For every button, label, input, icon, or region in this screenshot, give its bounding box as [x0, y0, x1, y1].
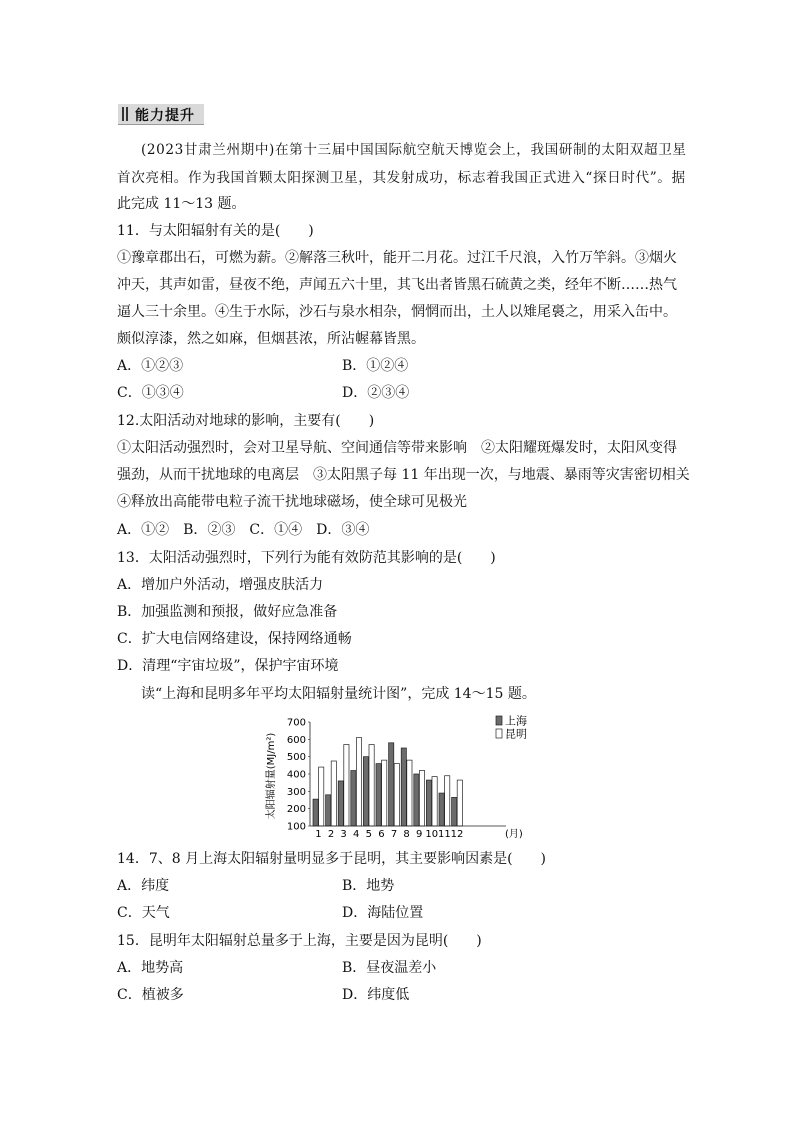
q14-option-b: B．地势: [342, 878, 395, 894]
q12-text-1: ①太阳活动强烈时，会对卫星导航、空间通信等带来影响 ②太阳耀斑爆发时，太阳风变得: [117, 440, 677, 456]
q14-option-a: A．纬度: [117, 878, 170, 894]
legend-swatch: [496, 729, 502, 738]
q15-option-a: A．地势高: [117, 960, 184, 976]
radiation-bar-chart: [262, 712, 542, 842]
bar-kunming-1: [319, 767, 324, 826]
x-tick-label: 10: [425, 829, 439, 840]
bar-kunming-4: [356, 738, 361, 826]
bar-kunming-7: [394, 764, 399, 826]
legend-label: 上海: [505, 714, 527, 728]
bar-shanghai-5: [363, 757, 368, 826]
bar-shanghai-2: [326, 795, 331, 826]
q15-option-b: B．昼夜温差小: [342, 960, 437, 976]
bar-shanghai-7: [389, 743, 394, 826]
q11-option-d: D．②③④: [342, 385, 410, 401]
bar-shanghai-11: [439, 793, 444, 826]
q12-options: A．①② B．②③ C．①④ D．③④: [117, 522, 370, 538]
x-tick-label: 2: [327, 829, 335, 840]
y-axis-label: 太阳辐射量(MJ/m²): [266, 732, 277, 820]
y-tick-label: 200: [286, 804, 306, 816]
bar-kunming-3: [344, 745, 349, 826]
q15-option-c: C．植被多: [117, 987, 184, 1003]
x-tick-label: 3: [340, 829, 347, 840]
section-title: 能力提升: [135, 108, 195, 124]
q11-option-b: B．①②④: [342, 358, 409, 374]
x-axis-unit: (月): [505, 829, 523, 840]
q11-text-2: 冲天，其声如雷，昼夜不绝，声闻五六十里，其飞出者皆黑石硫黄之类，经年不断……热气: [117, 277, 677, 293]
bar-kunming-10: [432, 777, 437, 826]
q11-text-1: ①豫章郡出石，可燃为薪。②解落三秋叶，能开二月花。过江千尺浪，入竹万竿斜。③烟火: [117, 250, 677, 266]
bar-kunming-8: [407, 760, 412, 826]
y-tick-label: 500: [286, 752, 306, 764]
bar-shanghai-3: [338, 781, 343, 826]
bar-kunming-5: [369, 745, 374, 826]
legend-label: 昆明: [505, 727, 527, 741]
q12-text-3: ④释放出高能带电粒子流干扰地球磁场，使全球可见极光: [117, 494, 467, 510]
bar-kunming-6: [382, 760, 387, 826]
q13-option-d: D．清理“宇宙垃圾”，保护宇宙环境: [117, 658, 339, 674]
x-tick-label: 5: [365, 829, 372, 840]
y-tick-label: 600: [286, 734, 306, 746]
x-tick-label: 11: [438, 829, 451, 840]
q13-stem: 13．太阳活动强烈时，下列行为能有效防范其影响的是( ): [117, 550, 496, 566]
bar-kunming-2: [331, 761, 336, 826]
bar-shanghai-12: [452, 797, 457, 826]
legend-swatch: [496, 716, 502, 725]
bar-kunming-11: [445, 776, 450, 826]
y-tick-label: 100: [286, 821, 306, 833]
q11-text-3: 逼人三十余里。④生于水际，沙石与泉水相杂，惘惘而出，土人以雉尾裛之，用采入缶中。: [117, 304, 677, 320]
bar-shanghai-4: [351, 771, 356, 826]
bar-kunming-9: [419, 771, 424, 826]
q15-stem: 15．昆明年太阳辐射总量多于上海，主要是因为昆明( ): [117, 933, 482, 949]
y-tick-label: 400: [286, 769, 306, 781]
q11-option-c: C．①③④: [117, 385, 184, 401]
bar-kunming-12: [457, 780, 462, 826]
section-header: [118, 104, 204, 125]
bar-shanghai-1: [313, 799, 318, 826]
x-tick-label: 1: [315, 829, 322, 840]
q14-option-c: C．天气: [117, 905, 170, 921]
y-tick-label: 300: [286, 786, 306, 798]
q11-stem: 11．与太阳辐射有关的是( ): [117, 223, 314, 239]
intro-line-1: (2023甘肃兰州期中)在第十三届中国国际航空航天博览会上，我国研制的太阳双超卫星: [141, 142, 687, 158]
x-tick-label: 12: [450, 829, 464, 840]
x-tick-label: 4: [353, 829, 360, 840]
x-tick-label: 6: [378, 829, 385, 840]
bar-shanghai-8: [401, 748, 406, 826]
q14-option-d: D．海陆位置: [342, 905, 424, 921]
bar-shanghai-9: [414, 774, 419, 826]
q13-option-c: C．扩大电信网络建设，保持网络通畅: [117, 631, 352, 647]
reading-prompt: 读“上海和昆明多年平均太阳辐射量统计图”，完成 14～15 题。: [141, 686, 536, 702]
q13-option-a: A．增加户外活动，增强皮肤活力: [117, 577, 324, 593]
x-tick-label: 9: [416, 829, 423, 840]
x-tick-label: 8: [403, 829, 410, 840]
y-tick-label: 700: [286, 717, 306, 729]
q12-stem: 12.太阳活动对地球的影响，主要有( ): [117, 413, 375, 429]
q11-text-4: 颇似淳漆，然之如麻，但烟甚浓，所沾幄幕皆黑。: [117, 331, 425, 347]
chart-legend: [496, 714, 527, 741]
q15-option-d: D．纬度低: [342, 987, 410, 1003]
section-marker-icon: [122, 107, 128, 121]
intro-line-3: 此完成 11～13 题。: [117, 196, 246, 212]
x-tick-label: 7: [390, 829, 398, 840]
q11-option-a: A．①②③: [117, 358, 184, 374]
q14-stem: 14．7、8 月上海太阳辐射量明显多于昆明，其主要影响因素是( ): [117, 851, 547, 867]
bar-shanghai-10: [426, 780, 431, 826]
intro-line-2: 首次亮相。作为我国首颗太阳探测卫星，其发射成功，标志着我国正式进入“探日时代”。据: [117, 170, 686, 186]
bar-shanghai-6: [376, 764, 381, 826]
q12-text-2: 强劲，从而干扰地球的电离层 ③太阳黑子每 11 年出现一次，与地震、暴雨等灾害密切相关: [117, 467, 690, 483]
q13-option-b: B．加强监测和预报，做好应急准备: [117, 604, 338, 620]
